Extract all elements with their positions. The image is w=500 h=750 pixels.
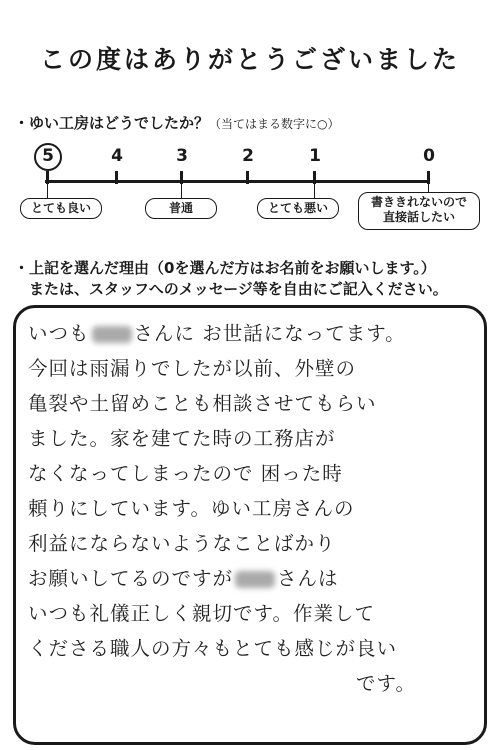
comment-line: ました。家を建てた時の工務店が [28,427,336,450]
scale-line [45,180,430,183]
scale-option-4[interactable]: 4 [111,146,123,166]
label-connector [47,184,48,198]
label-connector [314,184,315,198]
reason-prompt-line1: ・上記を選んだ理由（0を選んだ方はお名前をお願いします。） [14,259,436,277]
comment-text: いつも [28,322,90,345]
redacted-name [235,571,275,588]
comment-line: 亀裂や土留めことも相談させてもらい [28,392,377,415]
label-normal: 普通 [145,198,217,219]
label-very-bad: とても悪い [257,198,339,219]
question-note: （当てはまる数字に○） [209,117,340,131]
rating-question [14,112,340,133]
comment-line: なくなってしまったので 困った時 [28,462,343,485]
comment-line: 頼りにしています。ゆい工房さんの [28,497,355,520]
comment-text: さんは [277,567,339,590]
label-very-good: とても良い [20,198,102,219]
scale-tick [246,171,249,184]
comment-line: くださる職人の方々もとても感じが良い [28,637,398,660]
scale-tick [180,171,183,184]
comment-text: さんに お世話になってます。 [133,322,406,345]
scale-tick [115,171,118,184]
handwritten-comment-box [13,305,487,745]
comment-line: です。 [356,672,416,695]
label-connector [181,184,182,198]
scale-option-3[interactable]: 3 [176,146,188,166]
scale-option-5-selected[interactable]: 5 [34,143,62,171]
question-text: ・ゆい工房はどうでしたか？ [14,114,210,132]
comment-text: お願いしてるのですが [28,567,234,590]
comment-line [28,561,476,596]
scale-tick [313,171,316,184]
handwritten-comment [28,316,476,701]
page-title: この度はありがとうございました [39,45,460,74]
rating-scale [0,140,500,235]
comment-line: いつも礼儀正しく親切です。作業して [28,602,375,625]
scale-tick [427,171,430,184]
label-talk-directly-line2: 直接話したい [382,210,455,224]
scale-tick [46,171,49,184]
scale-option-1[interactable]: 1 [309,146,321,166]
label-talk-directly-line1: 書ききれないので [370,195,467,209]
comment-line: 利益にならないようなことばかり [28,532,336,555]
reason-prompt-line2: または、スタッフへのメッセージ等を自由にご記入ください。 [14,280,448,298]
comment-line: 今回は雨漏りでしたが以前、外壁の [28,357,357,380]
scale-option-0[interactable]: 0 [423,146,435,166]
label-talk-directly [358,192,480,230]
redacted-name [92,326,132,343]
reason-prompt [14,258,494,300]
scale-option-2[interactable]: 2 [242,146,254,166]
comment-line [28,316,476,351]
